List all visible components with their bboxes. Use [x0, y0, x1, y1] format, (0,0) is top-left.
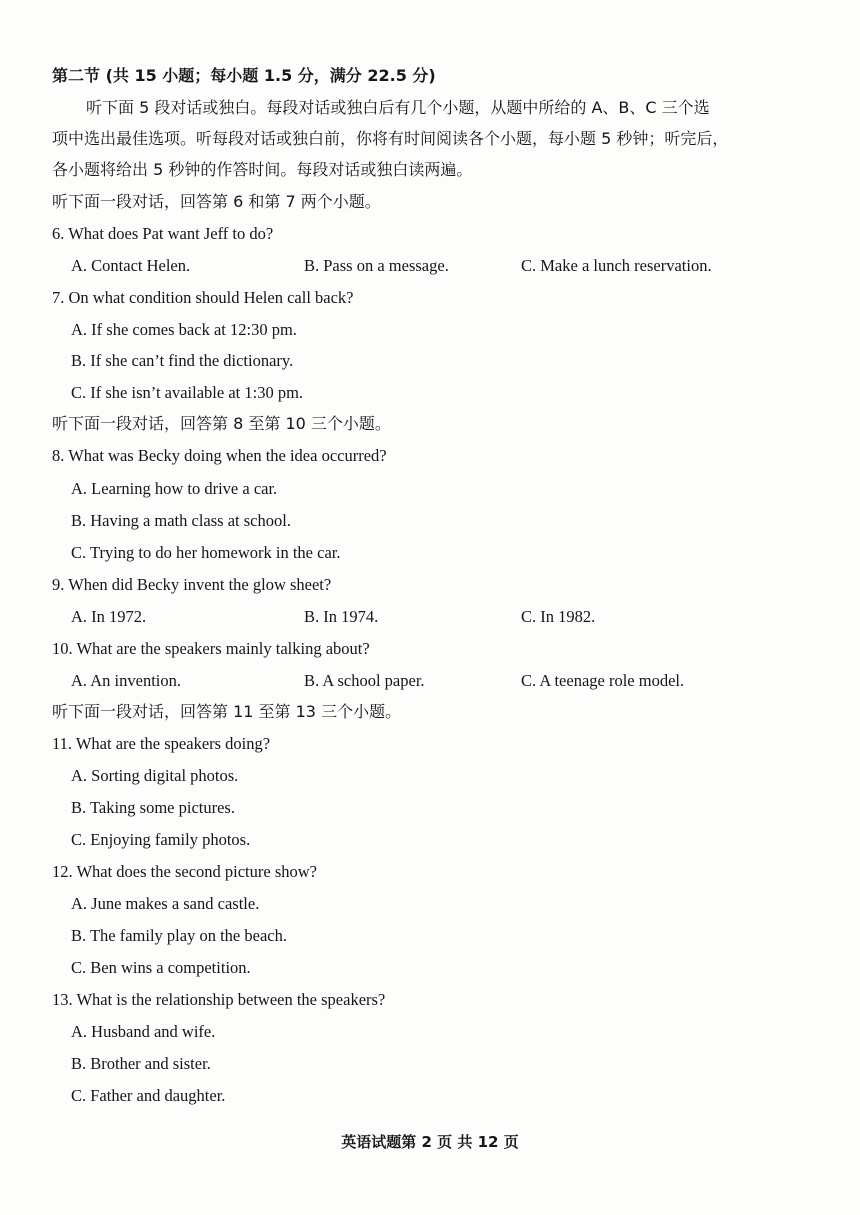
option: C. If she isn’t available at 1:30 pm. — [71, 383, 304, 402]
option: C. Father and daughter. — [71, 1086, 226, 1105]
question-stem: 12. What does the second picture show? — [52, 862, 317, 881]
option: B. The family play on the beach. — [71, 926, 287, 945]
question-stem: 9. When did Becky invent the glow sheet? — [52, 575, 332, 594]
question-stem: 13. What is the relationship between the speakers? — [52, 990, 386, 1009]
option: A. In 1972. — [71, 607, 147, 626]
option: A. Learning how to drive a car. — [71, 479, 278, 498]
option: A. An invention. — [71, 671, 181, 690]
instruction-line: 听下面 5 段对话或独白。每段对话或独白后有几个小题，从题中所给的 A、B、C 三个选 — [86, 98, 710, 117]
option: A. If she comes back at 12:30 pm. — [71, 320, 297, 339]
instruction-line: 项中选出最佳选项。听每段对话或独白前，你将有时间阅读各个小题，每小题 5 秒钟；听完后， — [52, 129, 729, 148]
instruction-line: 各小题将给出 5 秒钟的作答时间。每段对话或独白读两遍。 — [52, 160, 473, 179]
page-footer: 英语试题第 2 页 共 12 页 — [341, 1133, 519, 1151]
section-title: 第二节 (共 15 小题；每小题 1.5 分，满分 22.5 分) — [52, 66, 436, 85]
option: B. Brother and sister. — [71, 1054, 211, 1073]
option: C. Ben wins a competition. — [71, 958, 251, 977]
option: B. Pass on a message. — [304, 256, 449, 275]
option: A. Contact Helen. — [71, 256, 191, 275]
option: B. Having a math class at school. — [71, 511, 291, 530]
group-intro: 听下面一段对话，回答第 8 至第 10 三个小题。 — [52, 414, 391, 433]
option: A. June makes a sand castle. — [71, 894, 260, 913]
option: A. Sorting digital photos. — [71, 766, 239, 785]
option: C. Enjoying family photos. — [71, 830, 251, 849]
option: C. A teenage role model. — [521, 671, 685, 690]
option: C. Make a lunch reservation. — [521, 256, 712, 275]
option: A. Husband and wife. — [71, 1022, 216, 1041]
option: B. A school paper. — [304, 671, 425, 690]
question-stem: 8. What was Becky doing when the idea occurred? — [52, 446, 387, 465]
option: B. Taking some pictures. — [71, 798, 235, 817]
option: B. If she can’t find the dictionary. — [71, 351, 294, 370]
option: C. Trying to do her homework in the car. — [71, 543, 341, 562]
group-intro: 听下面一段对话，回答第 11 至第 13 三个小题。 — [52, 702, 402, 721]
option: C. In 1982. — [521, 607, 596, 626]
question-stem: 10. What are the speakers mainly talking about? — [52, 639, 370, 658]
question-stem: 11. What are the speakers doing? — [52, 734, 271, 753]
question-stem: 7. On what condition should Helen call back? — [52, 288, 354, 307]
group-intro: 听下面一段对话，回答第 6 和第 7 两个小题。 — [52, 192, 381, 211]
question-stem: 6. What does Pat want Jeff to do? — [52, 224, 274, 243]
option: B. In 1974. — [304, 607, 379, 626]
